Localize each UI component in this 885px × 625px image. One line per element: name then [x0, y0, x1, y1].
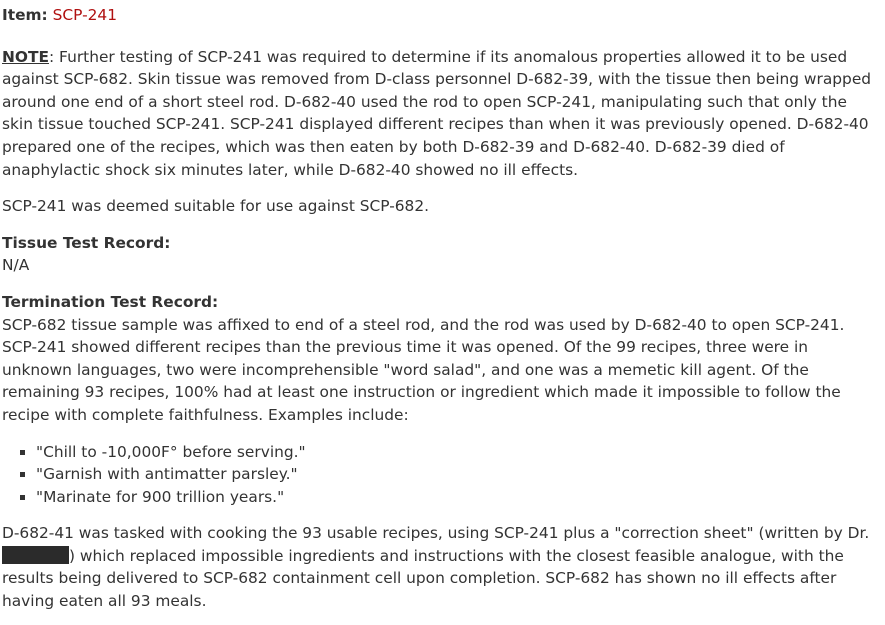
- list-item: "Marinate for 900 trillion years.": [36, 486, 882, 509]
- termination-test-heading: Termination Test Record:: [2, 292, 219, 311]
- item-link[interactable]: SCP-241: [52, 6, 118, 24]
- suitability-paragraph: SCP-241 was deemed suitable for use against SCP-682.: [2, 197, 430, 216]
- item-line: [2, 4, 882, 27]
- closing-paragraph: [2, 522, 882, 612]
- note-text: : Further testing of SCP-241 was required to determine if its anomalous properties allowed it to be used against SCP-682. Skin tissue was removed from D-class personnel D-682-39, with the tissue then being wrapped around one end of a short steel rod. D-682-40 used the rod to open SCP-241, manipulating such that only the skin tissue touched SCP-241. SCP-241 displayed different recipes than when it was previously opened. D-682-40 prepared one of the recipes, which was then eaten by both D-682-39 and D-682-40. D-682-39 died of anaphylactic shock six minutes later, while D-682-40 showed no ill effects.: [2, 47, 872, 179]
- item-label: Item:: [2, 6, 48, 24]
- tissue-test-value: N/A: [2, 256, 30, 275]
- closing-text-before: D-682-41 was tasked with cooking the 93 usable recipes, using SCP-241 plus a "correction sheet" (written by Dr.: [2, 524, 870, 543]
- termination-test-section: [2, 291, 882, 427]
- redaction-block: [2, 546, 69, 564]
- tissue-test-section: [2, 232, 882, 277]
- termination-test-text: SCP-682 tissue sample was affixed to end of a steel rod, and the rod was used by D-682-40 to open SCP-241. SCP-241 showed different recipes than the previous time it was opened. Of the 99 recipes, three were in unknown languages, two were incomprehensible "word salad", and one was a memetic kill agent. Of the remaining 93 recipes, 100% had at least one instruction or ingredient which made it impossible to follow the recipe with complete faithfulness. Examples include:: [2, 315, 845, 424]
- note-label: NOTE: [2, 47, 49, 66]
- list-item: "Chill to -10,000F° before serving.": [36, 441, 882, 464]
- closing-text-after: ) which replaced impossible ingredients and instructions with the closest feasible analogue, with the results being delivered to SCP-682 containment cell upon completion. SCP-682 has shown no ill effects after having eaten all 93 meals.: [2, 546, 844, 611]
- note-paragraph: [2, 46, 882, 182]
- list-item: "Garnish with antimatter parsley.": [36, 463, 882, 486]
- tissue-test-heading: Tissue Test Record:: [2, 233, 171, 252]
- examples-list: [2, 441, 882, 509]
